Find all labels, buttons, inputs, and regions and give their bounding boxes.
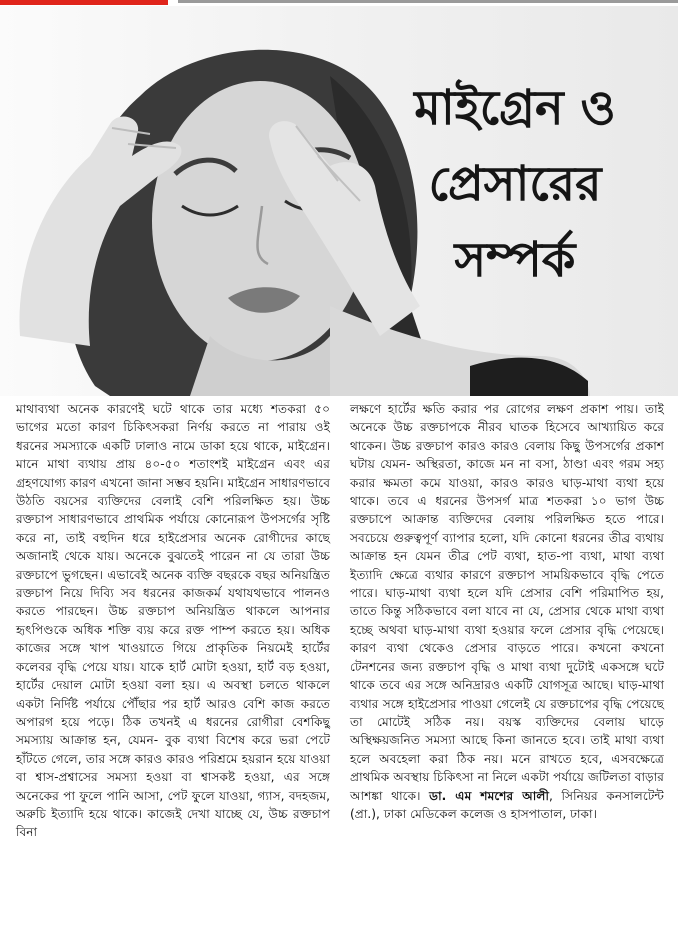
top-rule xyxy=(178,0,678,3)
headline-line-2: প্রেসারের xyxy=(428,156,602,212)
article-text-right-body: লক্ষণে হার্টের ক্ষতি করার পর রোগের লক্ষণ প্রকাশ পায়। তাই অনেকে উচ্চ রক্তচাপকে নীরব ঘাতক হিসেবে আখ্যায়িত করে থাকেন। উচ্চ রক্তচাপ কারও কারও বেলায় কিছু উপসর্গের প্রকাশ ঘটায় যেমন- অস্থিরতা, কাজে মন না বসা, ঠাণ্ডা এবং গরম সহ্য করার ক্ষমতা কমে যাওয়া, কারও কারও ঘাড়-মাথা ব্যথা হয়ে থাকে। তবে এ ধরনের উপসর্গ মাত্র শতকরা ১০ ভাগ উচ্চ রক্তচাপে আক্রান্ত ব্যক্তিদের বেলায় পরিলক্ষিত হতে পারে। সবচেয়ে গুরুত্বপূর্ণ ব্যাপার হলো, যদি কোনো ধরনের তীব্র ব্যথায় আক্রান্ত হন যেমন তীব্র পেট ব্যথা, হাত-পা ব্যথা, মাথা ব্যথা ইত্যাদি ক্ষেত্রে ব্যথার কারণে রক্তচাপ সাময়িকভাবে বৃদ্ধি পেতে পারে। ঘাড়-মাথা ব্যথা হলে যদি প্রেসার বেশি পরিমাপিত হয়, তাতে কিন্তু সঠিকভাবে বলা যাবে না যে, প্রেসার থেকে মাথা ব্যথা হচ্ছে অথবা ঘাড়-মাথা ব্যথা হওয়ার ফলে প্রেসার বৃদ্ধি পেয়েছে। কারণ ব্যথা থেকেও প্রেসার বাড়তে পারে। কখনো কখনো টেনশনের জন্য রক্তচাপ বৃদ্ধি ও মাথা ব্যথা দুটোই একসঙ্গে ঘটে থাকে তবে এর সঙ্গে অনিদ্রারও একটি যোগসূত্র আছে। ঘাড়-মাথা ব্যথার সঙ্গে হাইপ্রেসার পাওয়া গেলেই যে রক্তচাপের বৃদ্ধি পেয়েছে তা মোটেই সঠিক নয়। বয়স্ক ব্যক্তিদের বেলায় ঘাড়ে অস্থিক্ষয়জনিত সমস্যা আছে কিনা জানতে হবে। তাই মাথা ব্যথা হলে অবহেলা করা ঠিক নয়। মনে রাখতে হবে, এসবক্ষেত্রে প্রাথমিক অবস্থায় চিকিৎসা না নিলে একটা পর্যায়ে জটিলতা বাড়ার আশঙ্কা থাকে। xyxy=(350,402,664,803)
article-column-right xyxy=(350,400,664,920)
headline-line-1: মাইগ্রেন ও xyxy=(414,80,616,136)
article-column-left xyxy=(16,400,330,920)
author-title: , সিনিয়র কনসালটেন্ট (প্রা.), ঢাকা মেডিকেল কলেজ ও হাসপাতাল, ঢাকা। xyxy=(350,788,665,821)
author-name: ডা. এম শমশের আলী xyxy=(429,788,550,803)
top-accent-bar xyxy=(0,0,168,5)
article-body xyxy=(16,400,664,920)
article-text-right xyxy=(350,400,664,823)
article-text-left: মাথাব্যথা অনেক কারণেই ঘটে থাকে তার মধ্যে শতকরা ৫০ ভাগের মতো কারণ চিকিৎসকরা নির্ণয় করতে না পারায় ওই ধরনের সমস্যাকে একটি ঢালাও নামে ডাকা হয়ে থাকে, মাইগ্রেন। মানে মাথা ব্যথায় প্রায় ৪০-৫০ শতাংশই মাইগ্রেন এবং এর গ্রহণযোগ্য কারণ এখনো জানা সম্ভব হয়নি। মাইগ্রেন সাধারণভাবে উঠতি বয়সের ব্যক্তিদের বেলাই বেশি পরিলক্ষিত হয়। উচ্চ রক্তচাপ সাধারণভাবে প্রাথমিক পর্যায়ে কোনোরূপ উপসর্গের সৃষ্টি করে না, তাই বহুদিন ধরে হাইপ্রেসার অনেক রোগীদের কাছে অজানাই থেকে যায়। অনেকে বুঝতেই পারেন না যে তারা উচ্চ রক্তচাপে ভুগছেন। এভাবেই অনেক ব্যক্তি বছরকে বছর অনিয়ন্ত্রিত রক্তচাপ নিয়ে দিব্যি সব ধরনের কাজকর্ম যথাযথভাবে পালনও করতে পারছেন। উচ্চ রক্তচাপ অনিয়ন্ত্রিত থাকলে আপনার হৃৎপিণ্ডকে অধিক শক্তি ব্যয় করে রক্ত পাম্প করতে হয়। অধিক কাজের সঙ্গে খাপ খাওয়াতে গিয়ে প্রাকৃতিক নিয়মেই হার্টের কলেবর বৃদ্ধি পেয়ে যায়। যাকে হার্ট মোটা হওয়া, হার্ট বড় হওয়া, হার্টের দেয়াল মোটা হওয়া বলা হয়। এ অবস্থা চলতে থাকলে একটা নির্দিষ্ট পর্যায়ে পৌঁছার পর হার্ট আরও বেশি কাজ করতে অপারগ হয়ে পড়ে। ঠিক তখনই এ ধরনের রোগীরা বেশকিছু সমস্যায় আক্রান্ত হন, যেমন- বুক ব্যথা বিশেষ করে ভরা পেটে হাঁটতে গেলে, তার সঙ্গে কারও কারও পরিশ্রমে হয়রান হয়ে যাওয়া বা শ্বাস-প্রশ্বাসের সমস্যা হওয়া বা শ্বাসকষ্ট হওয়া, এর সঙ্গে অনেকের পা ফুলে পানি আসা, পেট ফুলে যাওয়া, গ্যাস, বদহজম, অরুচি ইত্যাদি হয়ে থাকে। কাজেই দেখা যাচ্ছে যে, উচ্চ রক্তচাপ বিনা xyxy=(16,402,330,840)
headline-line-3: সম্পর্ক xyxy=(454,232,576,288)
article-headline xyxy=(400,70,630,298)
